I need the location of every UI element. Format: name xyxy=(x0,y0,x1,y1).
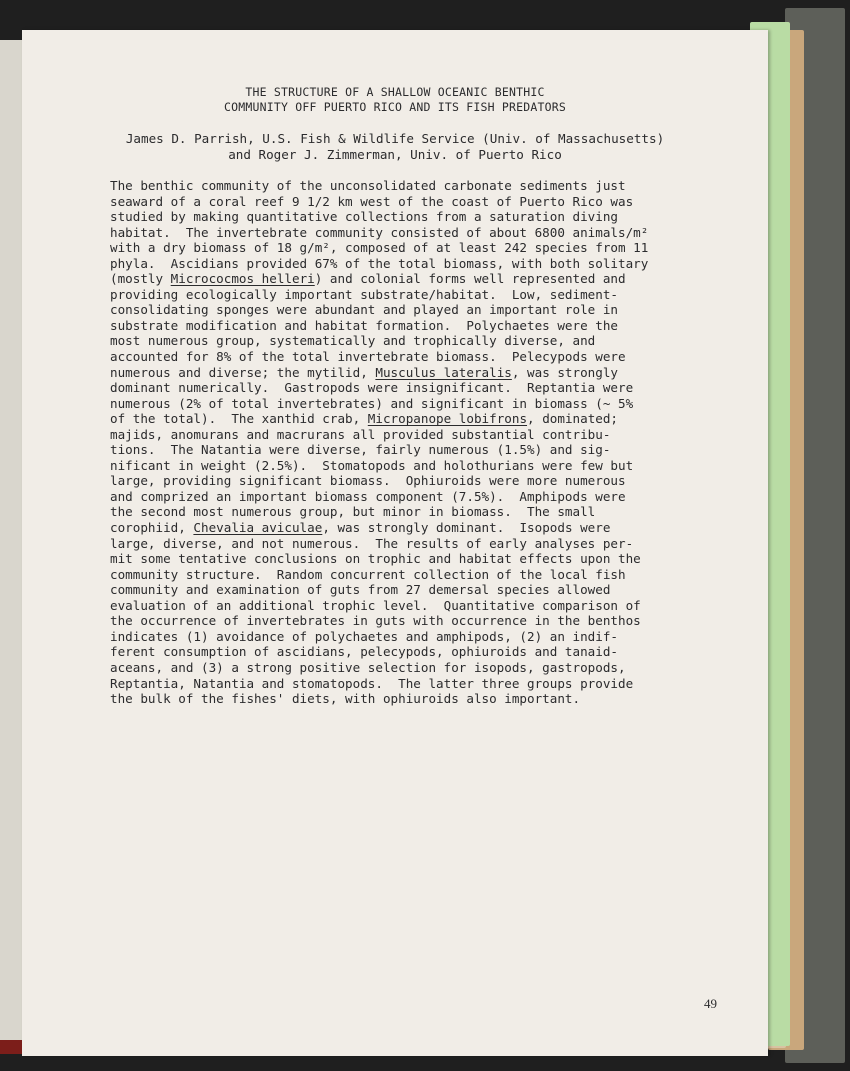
body-line xyxy=(110,660,720,676)
body-line xyxy=(110,598,720,614)
body-text-segment: evaluation of an additional trophic level. Quantitative comparison of xyxy=(110,597,641,613)
page-number: 49 xyxy=(704,996,717,1011)
body-text-segment: ) and colonial forms well represented and xyxy=(314,271,626,287)
body-line xyxy=(110,613,720,629)
body-line xyxy=(110,676,720,692)
author-line-1: James D. Parrish, U.S. Fish & Wildlife Service (Univ. of Massachusetts) xyxy=(125,131,665,146)
body-line xyxy=(110,302,720,318)
left-page-edge xyxy=(0,40,23,1040)
body-text-segment: seaward of a coral reef 9 1/2 km west of the coast of Puerto Rico was xyxy=(110,193,634,209)
body-text-segment: , was strongly dominant. Isopods were xyxy=(322,520,611,536)
body-line xyxy=(110,473,720,489)
species-name: Musculus lateralis xyxy=(375,364,512,380)
body-line xyxy=(110,287,720,303)
body-text-segment: corophiid, xyxy=(110,520,194,536)
body-text-segment: with a dry biomass of 18 g/m², composed of at least 242 species from 11 xyxy=(110,240,649,256)
body-text-segment: indicates (1) avoidance of polychaetes and amphipods, (2) an indif- xyxy=(110,628,618,644)
body-text-segment: numerous and diverse; the mytilid, xyxy=(110,364,376,380)
body-text-segment: , was strongly xyxy=(511,364,619,380)
body-line xyxy=(110,567,720,583)
body-text-segment: Reptantia, Natantia and stomatopods. The latter three groups provide xyxy=(110,675,634,691)
body-text-segment: numerous (2% of total invertebrates) and significant in biomass (~ 5% xyxy=(110,395,634,411)
body-text-segment: the second most numerous group, but minor in biomass. The small xyxy=(110,504,596,520)
body-text-segment: substrate modification and habitat formation. Polychaetes were the xyxy=(110,317,618,333)
body-line xyxy=(110,536,720,552)
body-line xyxy=(110,365,720,381)
body-line xyxy=(110,318,720,334)
body-text-segment: habitat. The invertebrate community consisted of about 6800 animals/m² xyxy=(110,224,649,240)
body-text-segment: and comprized an important biomass component (7.5%). Amphipods were xyxy=(110,488,626,504)
body-text-segment: ferent consumption of ascidians, pelecypods, ophiuroids and tanaid- xyxy=(110,644,618,660)
body-text-segment: phyla. Ascidians provided 67% of the total biomass, with both solitary xyxy=(110,255,649,271)
body-text-segment: dominant numerically. Gastropods were insignificant. Reptantia were xyxy=(110,380,634,396)
body-line xyxy=(110,333,720,349)
body-text-segment: providing ecologically important substrate/habitat. Low, sediment- xyxy=(110,286,618,302)
body-text-segment: tions. The Natantia were diverse, fairly numerous (1.5%) and sig- xyxy=(110,442,611,458)
body-text-segment: most numerous group, systematically and trophically diverse, and xyxy=(110,333,596,349)
body-line xyxy=(110,629,720,645)
body-text-segment: studied by making quantitative collections from a saturation diving xyxy=(110,209,618,225)
body-text-segment: community structure. Random concurrent collection of the local fish xyxy=(110,566,626,582)
title-line-2: COMMUNITY OFF PUERTO RICO AND ITS FISH PREDATORS xyxy=(224,100,566,114)
body-line xyxy=(110,427,720,443)
body-text-segment: the bulk of the fishes' diets, with ophiuroids also important. xyxy=(110,691,581,707)
body-line xyxy=(110,489,720,505)
body-line xyxy=(110,458,720,474)
species-name: Chevalia aviculae xyxy=(193,520,323,536)
body-text-segment: , dominated; xyxy=(527,411,619,427)
body-line xyxy=(110,520,720,536)
body-text-segment: accounted for 8% of the total invertebrate biomass. Pelecypods were xyxy=(110,349,626,365)
body-line xyxy=(110,411,720,427)
body-text-segment: nificant in weight (2.5%). Stomatopods and holothurians were few but xyxy=(110,457,634,473)
body-text-segment: large, diverse, and not numerous. The results of early analyses per- xyxy=(110,535,634,551)
title-line-1: THE STRUCTURE OF A SHALLOW OCEANIC BENTHIC xyxy=(245,85,545,99)
body-line xyxy=(110,271,720,287)
body-line xyxy=(110,256,720,272)
author-line-2: and Roger J. Zimmerman, Univ. of Puerto Rico xyxy=(228,147,562,162)
species-name: Micropanope lobifrons xyxy=(367,411,528,427)
body-line xyxy=(110,225,720,241)
body-text-segment: mit some tentative conclusions on trophic and habitat effects upon the xyxy=(110,551,641,567)
body-text-segment: community and examination of guts from 27 demersal species allowed xyxy=(110,582,611,598)
body-text-segment: of the total). The xanthid crab, xyxy=(110,411,368,427)
body-line xyxy=(110,442,720,458)
abstract-body xyxy=(110,178,720,707)
body-text-segment: The benthic community of the unconsolidated carbonate sediments just xyxy=(110,178,626,193)
body-text-segment: aceans, and (3) a strong positive selection for isopods, gastropods, xyxy=(110,659,626,675)
body-line xyxy=(110,691,720,707)
body-text-segment: the occurrence of invertebrates in guts with occurrence in the benthos xyxy=(110,613,641,629)
species-name: Micrococmos helleri xyxy=(170,271,315,287)
body-text-segment: consolidating sponges were abundant and played an important role in xyxy=(110,302,618,318)
body-line xyxy=(110,240,720,256)
body-text-segment: (mostly xyxy=(110,271,171,287)
document-page xyxy=(22,30,768,1056)
body-text-segment: large, providing significant biomass. Ophiuroids were more numerous xyxy=(110,473,626,489)
body-line xyxy=(110,194,720,210)
body-line xyxy=(110,551,720,567)
body-text-segment: majids, anomurans and macrurans all provided substantial contribu- xyxy=(110,426,611,442)
body-line xyxy=(110,504,720,520)
body-line xyxy=(110,380,720,396)
body-line xyxy=(110,349,720,365)
body-line xyxy=(110,582,720,598)
body-line xyxy=(110,644,720,660)
body-line xyxy=(110,209,720,225)
body-line xyxy=(110,396,720,412)
body-line xyxy=(110,178,720,194)
